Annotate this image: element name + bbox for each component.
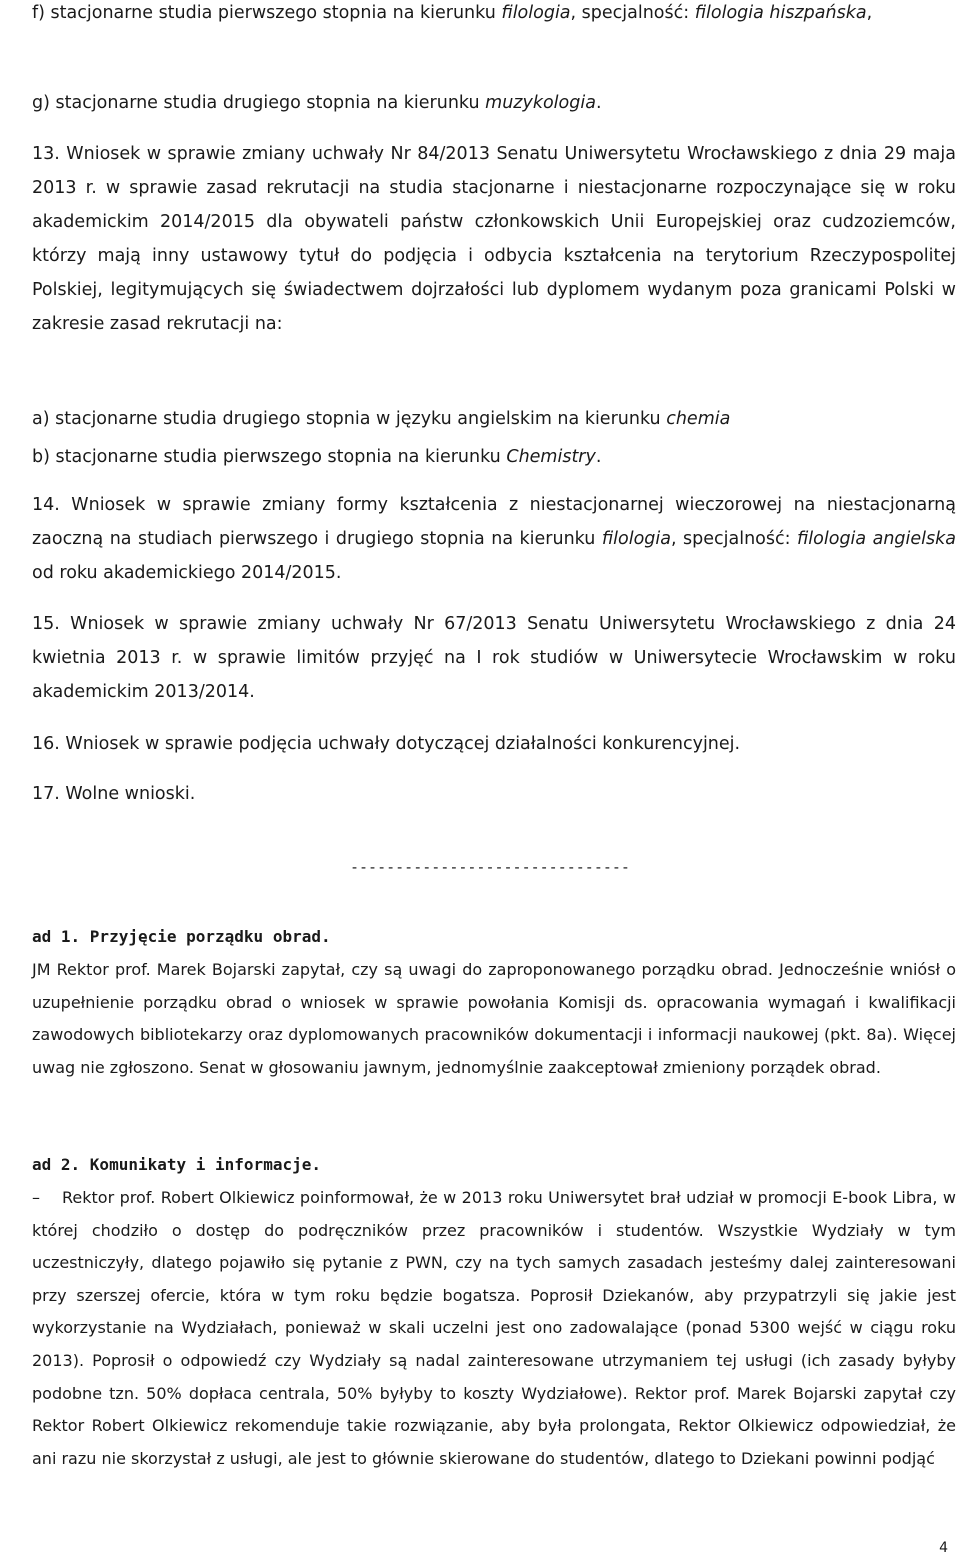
item-g-end: .: [595, 93, 602, 113]
list-item-b: [32, 440, 956, 474]
item-b-prefix: b) stacjonarne studia pierwszego stopnia na kierunku: [32, 447, 507, 467]
item-f-prefix: f) stacjonarne studia pierwszego stopnia na kierunku: [32, 3, 502, 23]
agenda-item-16-text: 16. Wniosek w sprawie podjęcia uchwały dotyczącej działalności konkurencyjnej.: [32, 734, 741, 754]
list-item-f: [32, 0, 956, 30]
list-item-g: [32, 86, 956, 120]
item-14-mid: , specjalność:: [670, 529, 797, 549]
section-separator: -------------------------------: [350, 858, 630, 876]
item-14-prefix: 14. Wniosek w sprawie zmiany formy kształcenia z niestacjonarnej wieczorowej na niestacjonarną zaoczną na studiach pierwszego i drugiego stopnia na kierunku: [32, 495, 956, 549]
item-f-end: ,: [866, 3, 873, 23]
item-g-prefix: g) stacjonarne studia drugiego stopnia na kierunku: [32, 93, 486, 113]
item-14-field: filologia: [601, 529, 671, 549]
item-f-mid: , specjalność:: [570, 3, 695, 23]
agenda-item-13-text: 13. Wniosek w sprawie zmiany uchwały Nr 84/2013 Senatu Uniwersytetu Wrocławskiego z dnia 29 maja 2013 r. w sprawie zasad rekrutacji na studia stacjonarne i niestacjonarne rozpoczynające się w roku akademickim 2014/2015 dla obywateli państw członkowskich Unii Europejskiej oraz cudzoziemców, którzy mają inny ustawowy tytuł do podjęcia i odbycia kształcenia na terytorium Rzeczypospolitej Polskiej, legitymujących się świadectwem dojrzałości lub dyplomem wydanym poza granicami Polski w zakresie zasad rekrutacji na:: [32, 144, 956, 334]
section-heading-ad2: ad 2. Komunikaty i informacje.: [32, 1155, 321, 1174]
item-a-field: chemia: [666, 409, 731, 429]
agenda-item-13: [32, 137, 956, 341]
section-body-ad1: JM Rektor prof. Marek Bojarski zapytał, czy są uwagi do zaproponowanego porządku obrad. Jednocześnie wniósł o uzupełnienie porządku obrad o wniosek w sprawie powołania Komisji ds. opracowania wymagań i kwalifikacji zawodowych bibliotekarzy oraz dyplomowanych pracowników dokumentacji i informacji naukowej (pkt. 8a). Więcej uwag nie zgłoszono. Senat w głosowaniu jawnym, jednomyślnie zaakceptował zmieniony porządek obrad.: [32, 960, 956, 1077]
agenda-item-14: [32, 488, 956, 590]
agenda-item-17-text: 17. Wolne wnioski.: [32, 784, 196, 804]
section-heading-ad1: ad 1. Przyjęcie porządku obrad.: [32, 927, 331, 946]
list-item-a: [32, 402, 956, 436]
bullet-text: Rektor prof. Robert Olkiewicz poinformował, że w 2013 roku Uniwersytet brał udział w promocji E-book Libra, w której chodziło o dostęp do podręczników przez pracowników i studentów. Wszystkie Wydziały w tym uczestniczyły, dlatego pojawiło się pytanie z PWN, czy na tych samych zasadach jesteśmy dalej zainteresowani przy szerszej ofercie, która w tym roku będzie bogatsza. Poprosił Dziekanów, aby przypatrzyli się jakie jest wykorzystanie na Wydziałach, ponieważ w skali uczelni jest ono zadowalające (ponad 5300 wejść w ciągu roku 2013). Poprosił o odpowiedź czy Wydziały są nadal zainteresowane utrzymaniem tej usługi (ich zasady byłyby podobne tzn. 50% dopłaca centrala, 50% byłyby to koszty Wydziałowe). Rektor prof. Marek Bojarski zapytał czy Rektor Robert Olkiewicz rekomenduje takie rozwiązanie, aby była prolongata, Rektor Olkiewicz odpowiedział, że ani razu nie skorzystał z usługi, ale jest to głównie skierowane do studentów, dlatego to Dziekani powinni podjąć: [32, 1188, 956, 1468]
agenda-item-14-text: [32, 488, 956, 590]
page-number: 4: [939, 1540, 948, 1556]
item-b-end: .: [595, 447, 602, 467]
agenda-item-16: [32, 727, 956, 761]
bullet-dash: –: [32, 1188, 40, 1207]
section-body-ad2: [32, 1182, 956, 1475]
item-f-field: filologia: [501, 3, 571, 23]
item-b-field: Chemistry: [506, 447, 596, 467]
item-14-end: od roku akademickiego 2014/2015.: [32, 563, 342, 583]
item-a-prefix: a) stacjonarne studia drugiego stopnia w języku angielskim na kierunku: [32, 409, 667, 429]
item-g-field: muzykologia: [485, 93, 596, 113]
item-14-spec: filologia angielska: [797, 529, 956, 549]
item-f-spec: filologia hiszpańska: [694, 3, 867, 23]
agenda-item-15: [32, 607, 956, 709]
agenda-item-15-text: 15. Wniosek w sprawie zmiany uchwały Nr 67/2013 Senatu Uniwersytetu Wrocławskiego z dnia 24 kwietnia 2013 r. w sprawie limitów przyjęć na I rok studiów w Uniwersytecie Wrocławskim w roku akademickim 2013/2014.: [32, 614, 956, 702]
agenda-item-17: [32, 777, 956, 811]
